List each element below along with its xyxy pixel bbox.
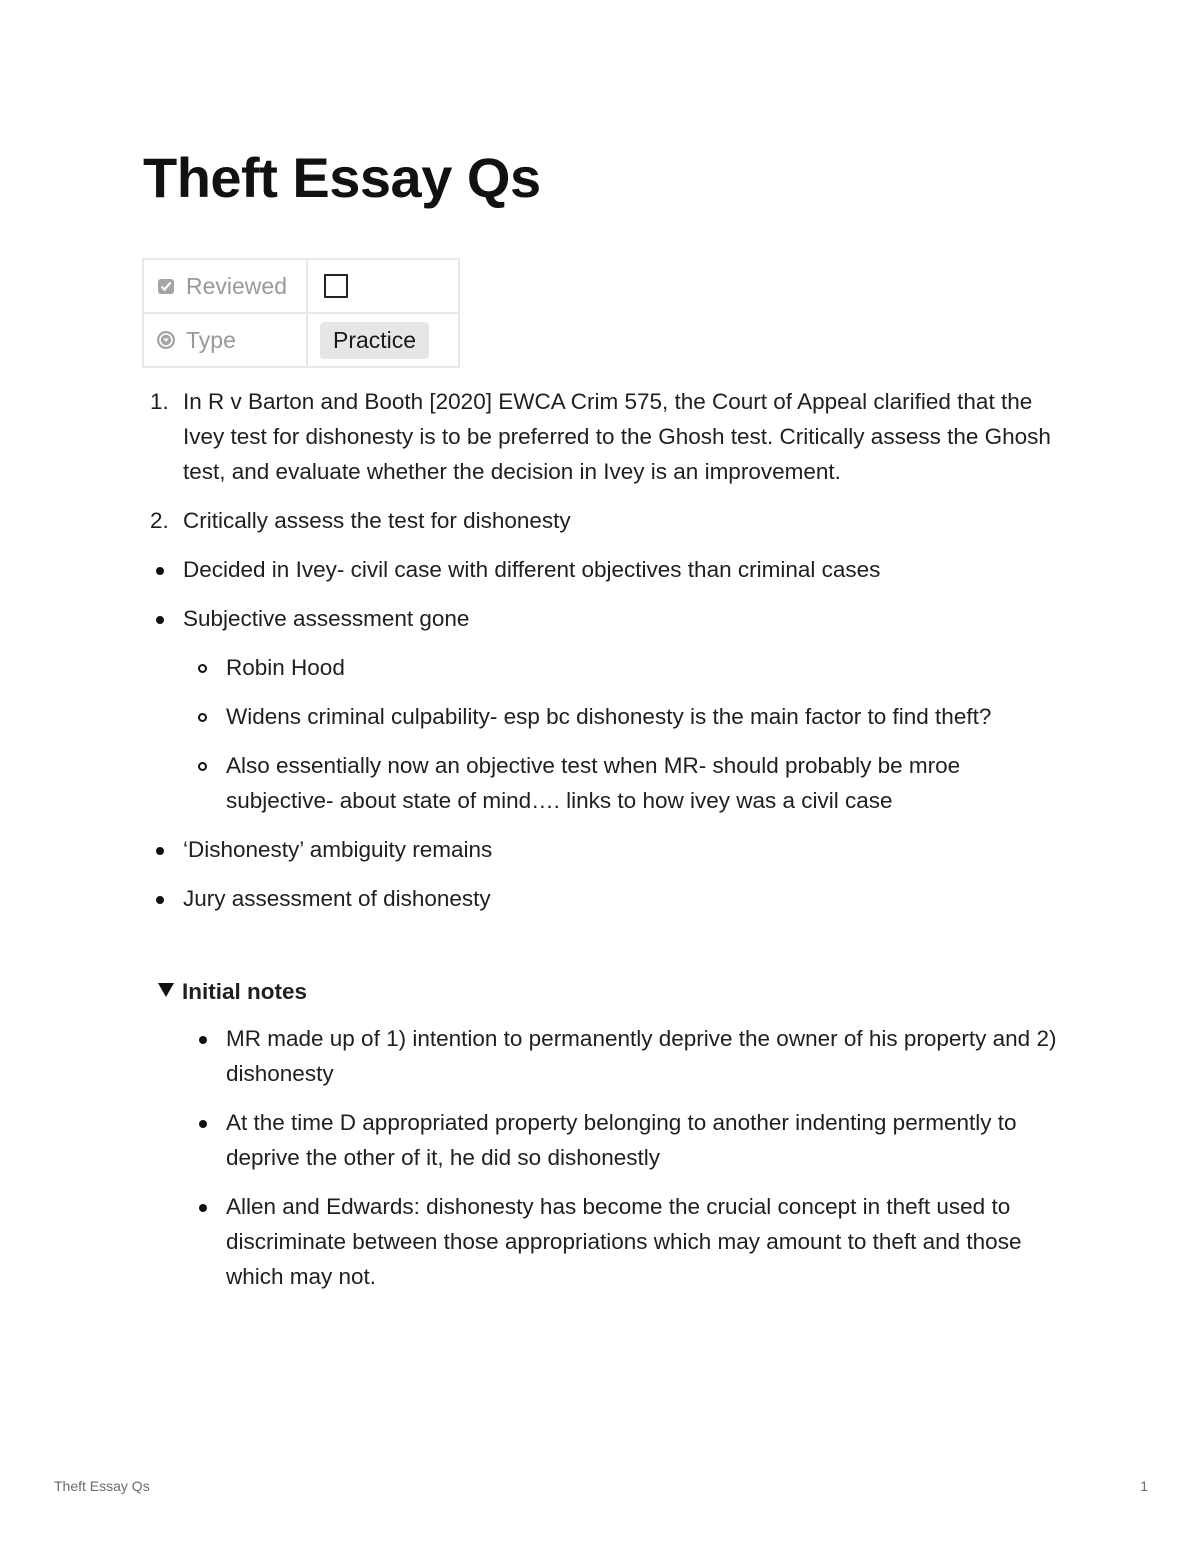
toggle-label: Initial notes (182, 979, 308, 1004)
bullet-icon (199, 1036, 207, 1044)
property-label: Type (186, 326, 236, 353)
list-item-text: Robin Hood (226, 655, 345, 680)
bullet-icon (156, 567, 164, 575)
toggle-bullet-item (150, 1105, 1060, 1175)
bullet-item (150, 552, 1060, 587)
bullet-item (150, 832, 1060, 867)
bullet-icon (199, 1120, 207, 1128)
page-title: Theft Essay Qs (143, 146, 541, 209)
bullet-icon (156, 847, 164, 855)
hollow-bullet-icon (198, 664, 207, 673)
bullet-item (150, 881, 1060, 916)
list-item-text: MR made up of 1) intention to permanently deprive the owner of his property and 2) dishonesty (226, 1026, 1057, 1086)
list-item-text: Widens criminal culpability- esp bc dishonesty is the main factor to find theft? (226, 704, 992, 729)
type-tag[interactable]: Practice (320, 322, 429, 359)
list-item-text: Jury assessment of dishonesty (183, 886, 491, 911)
list-item-text: At the time D appropriated property belonging to another indenting permently to deprive the other of it, he did so dishonestly (226, 1110, 1017, 1170)
reviewed-checkbox[interactable] (324, 274, 348, 298)
footer-page-number: 1 (1140, 1478, 1148, 1494)
toggle-arrow-icon[interactable] (158, 983, 174, 997)
toggle-initial-notes[interactable] (150, 974, 1060, 1009)
hollow-bullet-icon (198, 713, 207, 722)
list-number: 1. (150, 389, 169, 414)
select-property-icon (156, 330, 176, 350)
sub-bullet-item (150, 650, 1060, 685)
toggle-bullet-item (150, 1189, 1060, 1294)
bullet-icon (156, 616, 164, 624)
list-item-text: Also essentially now an objective test when MR- should probably be mroe subjective- about state of mind…. links to how ivey was a civil case (226, 753, 961, 813)
list-item-text: Critically assess the test for dishonesty (183, 508, 571, 533)
bullet-icon (199, 1204, 207, 1212)
list-item-text: Decided in Ivey- civil case with different objectives than criminal cases (183, 557, 881, 582)
numbered-item (150, 384, 1060, 489)
footer-title: Theft Essay Qs (54, 1478, 150, 1494)
sub-bullet-item (150, 699, 1060, 734)
sub-bullet-item (150, 748, 1060, 818)
property-row-reviewed (143, 259, 459, 313)
bullet-icon (156, 896, 164, 904)
property-row-type (143, 313, 459, 367)
property-label: Reviewed (186, 272, 287, 299)
list-item-text: Allen and Edwards: dishonesty has become the crucial concept in theft used to discriminate between those appropriations which may amount to theft and those which may not. (226, 1194, 1022, 1289)
bullet-item (150, 601, 1060, 636)
toggle-bullet-item (150, 1021, 1060, 1091)
list-item-text: ‘Dishonesty’ ambiguity remains (183, 837, 493, 862)
list-item-text: In R v Barton and Booth [2020] EWCA Crim 575, the Court of Appeal clarified that the Ivey test for dishonesty is to be preferred to the Ghosh test. Critically assess the Ghosh test, and evaluate whether the decision in Ivey is an improvement. (183, 389, 1051, 484)
numbered-item (150, 503, 1060, 538)
properties-table (142, 258, 460, 368)
checkbox-property-icon (156, 276, 176, 296)
page-content (150, 384, 1060, 1308)
list-number: 2. (150, 508, 169, 533)
list-item-text: Subjective assessment gone (183, 606, 470, 631)
hollow-bullet-icon (198, 762, 207, 771)
